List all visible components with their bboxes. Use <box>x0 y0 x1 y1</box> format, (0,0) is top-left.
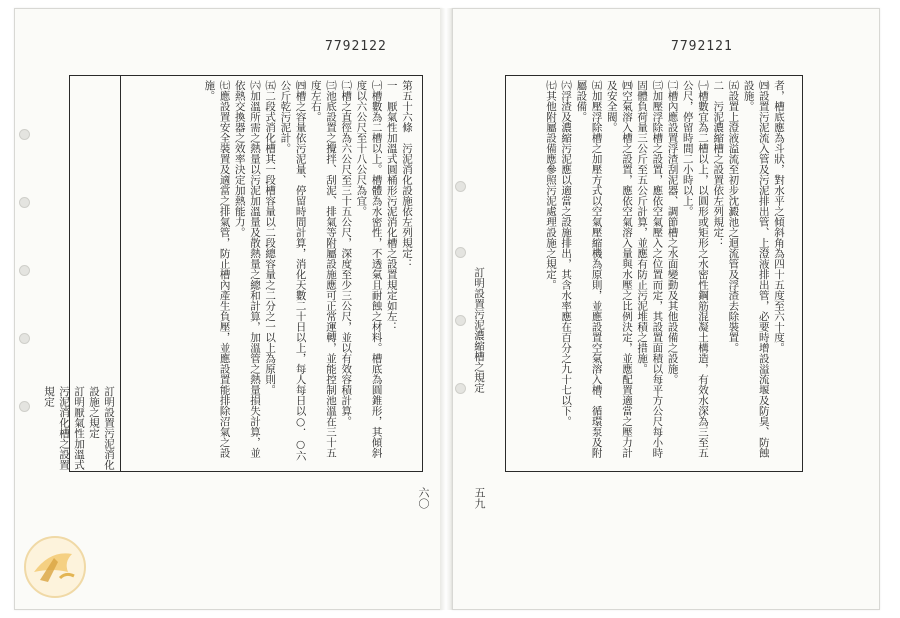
binding-hole <box>455 315 466 326</box>
margin-notes: 訂明設置污泥消化設施之規定 訂明厭氣性加溫式污泥消化槽之設置規定 <box>43 386 115 470</box>
binding-hole <box>455 247 466 258</box>
margin-note: 訂明設置污泥濃縮槽之規定 <box>473 267 485 393</box>
page-number: 六〇 <box>417 487 430 509</box>
text-frame <box>505 75 803 472</box>
page-serial-number: 7792121 <box>671 39 733 54</box>
right-page <box>452 8 880 610</box>
watermark-logo-icon <box>20 532 90 602</box>
binding-hole <box>19 197 30 208</box>
binding-hole <box>455 383 466 394</box>
page-serial-number: 7792122 <box>325 39 387 54</box>
left-page <box>14 8 442 610</box>
binding-hole <box>19 401 30 412</box>
regulation-body-text: 第五十六條 污泥消化設施依左列規定： 一 厭氣性加溫式圓桶形污泥消化槽之設置規定如左： ㈠槽數為二槽以上。槽體為水密性，不透氣且耐蝕之材料。槽底為圓錐形，其傾斜度以六公尺至十八公尺為宜。 ㈡槽之直徑為六公尺至三十五公尺，深度至少三公尺，並以有效容積計算。 ㈢池底設置之攪拌、刮泥、排氣等附屬設施應可正常運轉，並能控制池溫在三十五度左右。 ㈣槽之容量依污泥量、停留時間計算，消化天數二十日以上，每人每日以○．○六公斤乾污泥計。 ㈤二段式消化槽其一段槽容量以二段總容量之二分之一以上為原則。 ㈥加溫所需之熱量以污泥加溫量及散熱量之總和計算，加溫管之熱量損失計算，並依熱交換器之效率決定加熱能力。 ㈦應設置安全裝置及適當之排氣管，防止槽內產生負壓，並應設置能排除沼氣之設施。 <box>203 80 413 461</box>
binding-hole <box>455 181 466 192</box>
book-gutter <box>440 8 452 610</box>
binding-hole <box>19 333 30 344</box>
page-number: 五九 <box>473 487 486 509</box>
binding-hole <box>19 265 30 276</box>
binding-hole <box>19 129 30 140</box>
regulation-body-text: 者，槽底應為斗狀，對水平之傾斜角為四十五度至六十度。 ㈣設置污泥流入管及污泥排出管、上澄液排出管，必要時增設溢流堰及防臭、防蝕設施。 ㈤設置上澄液溢流至初步沈澱池之迴流管及浮渣去除裝置。 二 污泥濃縮槽之設置依左列規定： ㈠槽數宜為二槽以上，以圓形或矩形之水密性鋼筋混凝土構造，有效水深為三至五公尺，停留時間二小時以上。 ㈡槽內應設置浮渣刮泥器、調節槽之水面變動及其他設備之設施。 ㈢加壓浮除槽之設置，應依空氣壓入之位置而定，其設置面積以每平方公尺每小時固體負荷量三公斤至五公斤計算，並應有防止污泥堆積之措施。 ㈣空氣溶入槽之設置，應依空氣溶入量與水壓之比例決定，並應配置適當之壓力計及安全閥。 ㈤加壓浮除槽之加壓方式以空氣壓縮機為原則，並應設置空氣溶入槽、循環泵及附屬設備。 ㈥浮渣及濃縮污泥應以適當之設施排出，其含水率應在百分之九十七以下。 ㈦其他附屬設備應參照污泥處理設施之規定。 <box>544 80 785 458</box>
margin-notes-column <box>43 76 121 471</box>
text-frame <box>43 75 423 472</box>
